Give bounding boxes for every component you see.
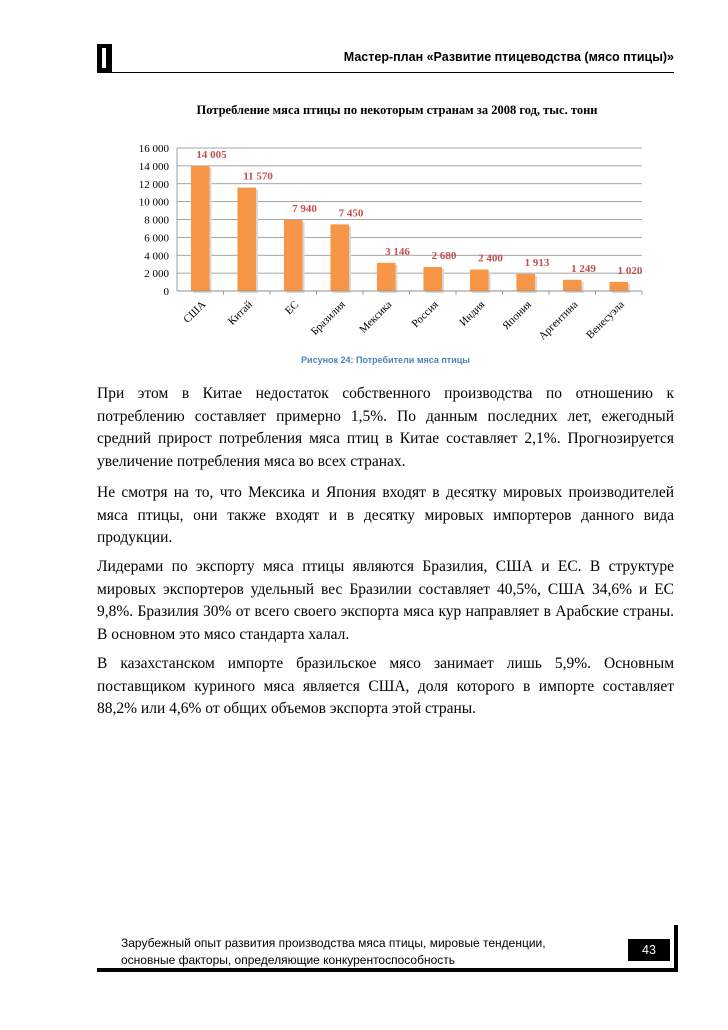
data-label: 7 450 [338, 207, 364, 220]
x-tick-label: Бразилия [308, 298, 348, 338]
bar [470, 270, 489, 291]
bar [423, 267, 442, 291]
data-label: 3 146 [385, 245, 410, 258]
bar [563, 280, 582, 291]
y-tick-label: 10 000 [138, 196, 169, 209]
bar [191, 166, 210, 291]
header-title: Мастер-план «Развитие птицеводства (мясо птицы)» [343, 50, 674, 64]
x-tick-label: США [181, 298, 209, 326]
x-tick-label: Китай [225, 298, 255, 328]
x-tick-label: Россия [409, 298, 441, 330]
paragraph-4: В казахстанском импорте бразильское мясо занимает лишь 5,9%. Основным поставщиком куриного мяса является США, доля которого в импорте составляет 88,2% или 4,6% от общих объемов экспорта этой страны. [97, 655, 674, 717]
y-tick-label: 8 000 [144, 214, 169, 227]
page-number: 43 [628, 939, 670, 961]
chart-container [97, 92, 674, 372]
data-label: 11 570 [243, 170, 273, 183]
bar [609, 282, 628, 291]
data-label: 2 680 [431, 250, 457, 263]
y-tick-label: 12 000 [138, 178, 169, 191]
y-tick-label: 0 [163, 286, 169, 298]
x-tick-label: Индия [457, 298, 488, 329]
figure-caption: Рисунок 24: Потребители мяса птицы [301, 355, 470, 365]
paragraph-2: Не смотря на то, что Мексика и Япония входят в десятку мировых производителей мяса птицы, они также входят и в десятку мировых импортеров данного вида продукции. [97, 484, 674, 546]
paragraph-1: При этом в Китае недостаток собственного производства по отношению к потреблению составляет примерно 1,5%. По данным последних лет, ежегодный средний прирост потребления мяса птиц в Китае составляет 2,1%. Прогнозируется увеличение потребления мяса во всех странах. [97, 385, 674, 470]
paragraph-3: Лидерами по экспорту мяса птицы являются Бразилия, США и ЕС. В структуре мировых экспортеров удельный вес Бразилии составляет 40,5%, США 34,6% и ЕС 9,8%. Бразилия 30% от всего своего экспорта мяса кур направляет в Арабские страны. В основном это мясо стандарта халал. [97, 558, 674, 643]
data-label: 1 913 [524, 256, 550, 269]
footer-line-1: Зарубежный опыт развития производства мяса птицы, мировые тенденции, [121, 936, 546, 950]
footer-line-2: основные факторы, определяющие конкурентоспособность [121, 953, 456, 967]
data-label: 1 249 [571, 262, 596, 275]
bar [330, 224, 349, 291]
y-tick-label: 4 000 [144, 250, 169, 263]
footer-horizontal-bar [97, 968, 674, 972]
data-label: 14 005 [196, 148, 227, 161]
x-tick-label: Мексика [357, 298, 395, 336]
x-tick-label: Венесуэла [584, 298, 627, 342]
x-tick-label: Япония [500, 298, 534, 333]
bar [516, 274, 535, 291]
bar [377, 263, 396, 291]
y-tick-label: 2 000 [144, 268, 169, 281]
bar [237, 188, 256, 291]
footer-text [121, 935, 591, 969]
header-logo-mark [97, 44, 112, 72]
bar [284, 220, 303, 291]
y-tick-label: 14 000 [138, 160, 169, 173]
bar-chart [97, 92, 674, 372]
y-tick-label: 16 000 [138, 143, 169, 155]
data-label: 2 400 [478, 252, 503, 265]
x-tick-label: Аргентина [536, 298, 581, 343]
y-tick-label: 6 000 [144, 232, 169, 245]
header-divider [97, 72, 674, 73]
data-label: 1 020 [617, 264, 643, 277]
x-tick-label: ЕС [282, 298, 302, 318]
data-label: 7 940 [292, 203, 317, 216]
footer-vertical-bar [674, 925, 678, 972]
chart-title: Потребление мяса птицы по некоторым странам за 2008 год, тыс. тонн [196, 103, 598, 117]
